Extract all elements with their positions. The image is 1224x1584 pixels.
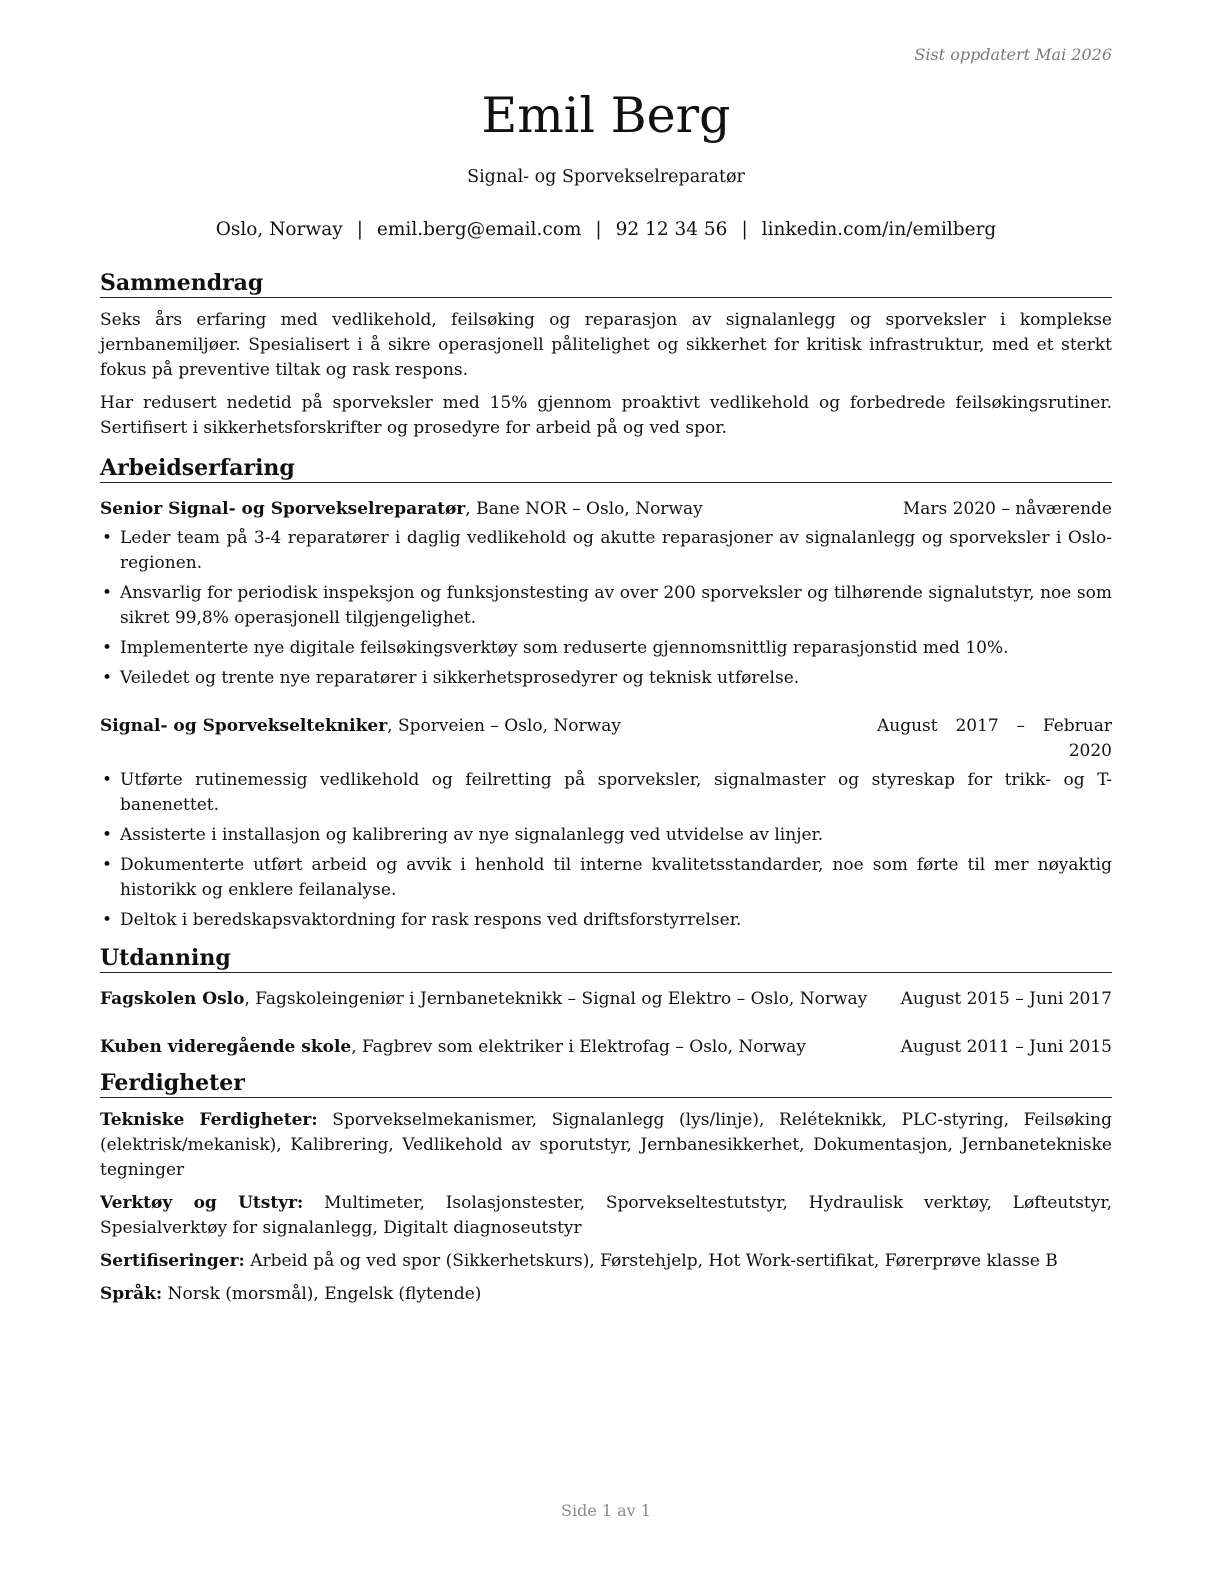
skill-group (100, 1282, 1112, 1307)
job-bullet: • Utførte rutinemessig vedlikehold og feilretting på sporveksler, signalmaster og styreskap for trikk- og T-banenettet. (100, 768, 1112, 818)
education-entry (100, 987, 1112, 1012)
skill-group (100, 1249, 1112, 1274)
job-organization: , Sporveien – Oslo, Norway (387, 716, 621, 736)
job-bullet: • Leder team på 3-4 reparatører i daglig vedlikehold og akutte reparasjoner av signalanlegg og sporveksler i Oslo-regionen. (100, 526, 1112, 576)
job-bullet: • Ansvarlig for periodisk inspeksjon og funksjonstesting av over 200 sporveksler og tilhørende signalutstyr, noe som sikret 99,8% operasjonell tilgjengelighet. (100, 581, 1112, 631)
job-entry (100, 714, 1112, 933)
job-entry (100, 497, 1112, 691)
resume-content (100, 270, 1112, 1307)
job-role: Signal- og Sporvekseltekniker (100, 716, 388, 736)
summary-paragraph: Har redusert nedetid på sporveksler med 15% gjennom proaktivt vedlikehold og forbedrede feilsøkingsrutiner. Sertifisert i sikkerhetsforskrifter og prosedyre for arbeid på og ved spor. (100, 393, 1112, 438)
skill-text: Sporvekselmekanismer, Signalanlegg (lys/linje), Reléteknikk, PLC-styring, Feilsøking (elektrisk/mekanisk), Kalibrering, Vedlikehold av sporutstyr, Jernbanesikkerhet, Dokumentasjon, Jernbanetekniske tegninger (100, 1110, 1112, 1180)
job-bullet: • Implementerte nye digitale feilsøkingsverktøy som reduserte gjennomsnittlig reparasjonstid med 10%. (100, 636, 1112, 661)
skill-label: Språk: (100, 1284, 163, 1304)
skill-text: Norsk (morsmål), Engelsk (flytende) (162, 1284, 482, 1304)
job-bullet: • Veiledet og trente nye reparatører i sikkerhetsprosedyrer og teknisk utførelse. (100, 666, 1112, 691)
job-bullet: • Dokumenterte utført arbeid og avvik i henhold til interne kvalitetsstandarder, noe som førte til mer nøyaktig historikk og enklere feilanalyse. (100, 853, 1112, 903)
job-bullet: • Assisterte i installasjon og kalibrering av nye signalanlegg ved utvidelse av linjer. (100, 823, 1112, 848)
experience-section (100, 455, 1112, 933)
skill-text: Multimeter, Isolasjonstester, Sporvekseltestutstyr, Hydraulisk verktøy, Løfteutstyr, Spesialverktøy for signalanlegg, Digitalt diagnoseutstyr (100, 1193, 1112, 1238)
skills-section (100, 1070, 1112, 1307)
job-dates: August 2017 – Februar 2020 (877, 716, 1112, 761)
job-role: Senior Signal- og Sporvekselreparatør (100, 499, 466, 519)
skill-label: Tekniske Ferdigheter: (100, 1110, 318, 1130)
contact-separator: | (356, 219, 363, 240)
resume-page (100, 0, 1112, 1584)
candidate-name: Emil Berg (481, 87, 731, 144)
education-dates: August 2015 – Juni 2017 (900, 989, 1112, 1009)
last-updated: Sist oppdatert Mai 2026 (914, 45, 1112, 64)
skill-label: Sertifiseringer: (100, 1251, 245, 1271)
job-bullets (100, 526, 1112, 691)
education-school: Kuben videregående skole (100, 1037, 352, 1057)
contact-location: Oslo, Norway (215, 219, 343, 240)
summary-heading: Sammendrag (100, 270, 1112, 298)
education-school: Fagskolen Oslo (100, 989, 245, 1009)
job-bullets (100, 768, 1112, 933)
education-dates: August 2011 – Juni 2015 (900, 1037, 1112, 1057)
contact-line (100, 219, 1112, 240)
contact-separator: | (741, 219, 748, 240)
education-heading: Utdanning (100, 945, 1112, 973)
job-header (100, 714, 1112, 764)
summary-section (100, 270, 1112, 441)
education-entry (100, 1035, 1112, 1060)
experience-heading: Arbeidserfaring (100, 455, 1112, 483)
education-detail: , Fagskoleingeniør i Jernbaneteknikk – Signal og Elektro – Oslo, Norway (244, 989, 868, 1009)
skill-group (100, 1108, 1112, 1183)
education-section (100, 945, 1112, 1060)
contact-phone: 92 12 34 56 (615, 219, 728, 240)
contact-separator: | (595, 219, 602, 240)
job-dates: Mars 2020 – nåværende (902, 499, 1112, 519)
skills-heading: Ferdigheter (100, 1070, 1112, 1098)
job-organization: , Bane NOR – Oslo, Norway (465, 499, 703, 519)
skill-text: Arbeid på og ved spor (Sikkerhetskurs), Førstehjelp, Hot Work-sertifikat, Førerprøve klasse B (244, 1251, 1058, 1271)
candidate-title: Signal- og Sporvekselreparatør (467, 167, 745, 187)
job-bullet: • Deltok i beredskapsvaktordning for rask respons ved driftsforstyrrelser. (100, 908, 1112, 933)
skill-label: Verktøy og Utstyr: (100, 1193, 304, 1213)
job-header (100, 497, 1112, 522)
page-number: Side 1 av 1 (561, 1501, 651, 1520)
contact-linkedin[interactable]: linkedin.com/in/emilberg (761, 219, 997, 240)
skill-group (100, 1191, 1112, 1241)
education-detail: , Fagbrev som elektriker i Elektrofag – Oslo, Norway (351, 1037, 806, 1057)
contact-email[interactable]: emil.berg@email.com (376, 219, 582, 240)
summary-paragraph: Seks års erfaring med vedlikehold, feilsøking og reparasjon av signalanlegg og sporveksler i komplekse jernbanemiljøer. Spesialisert i å sikre operasjonell pålitelighet og sikkerhet for kritisk infrastruktur, med et sterkt fokus på preventive tiltak og rask respons. (100, 310, 1112, 380)
